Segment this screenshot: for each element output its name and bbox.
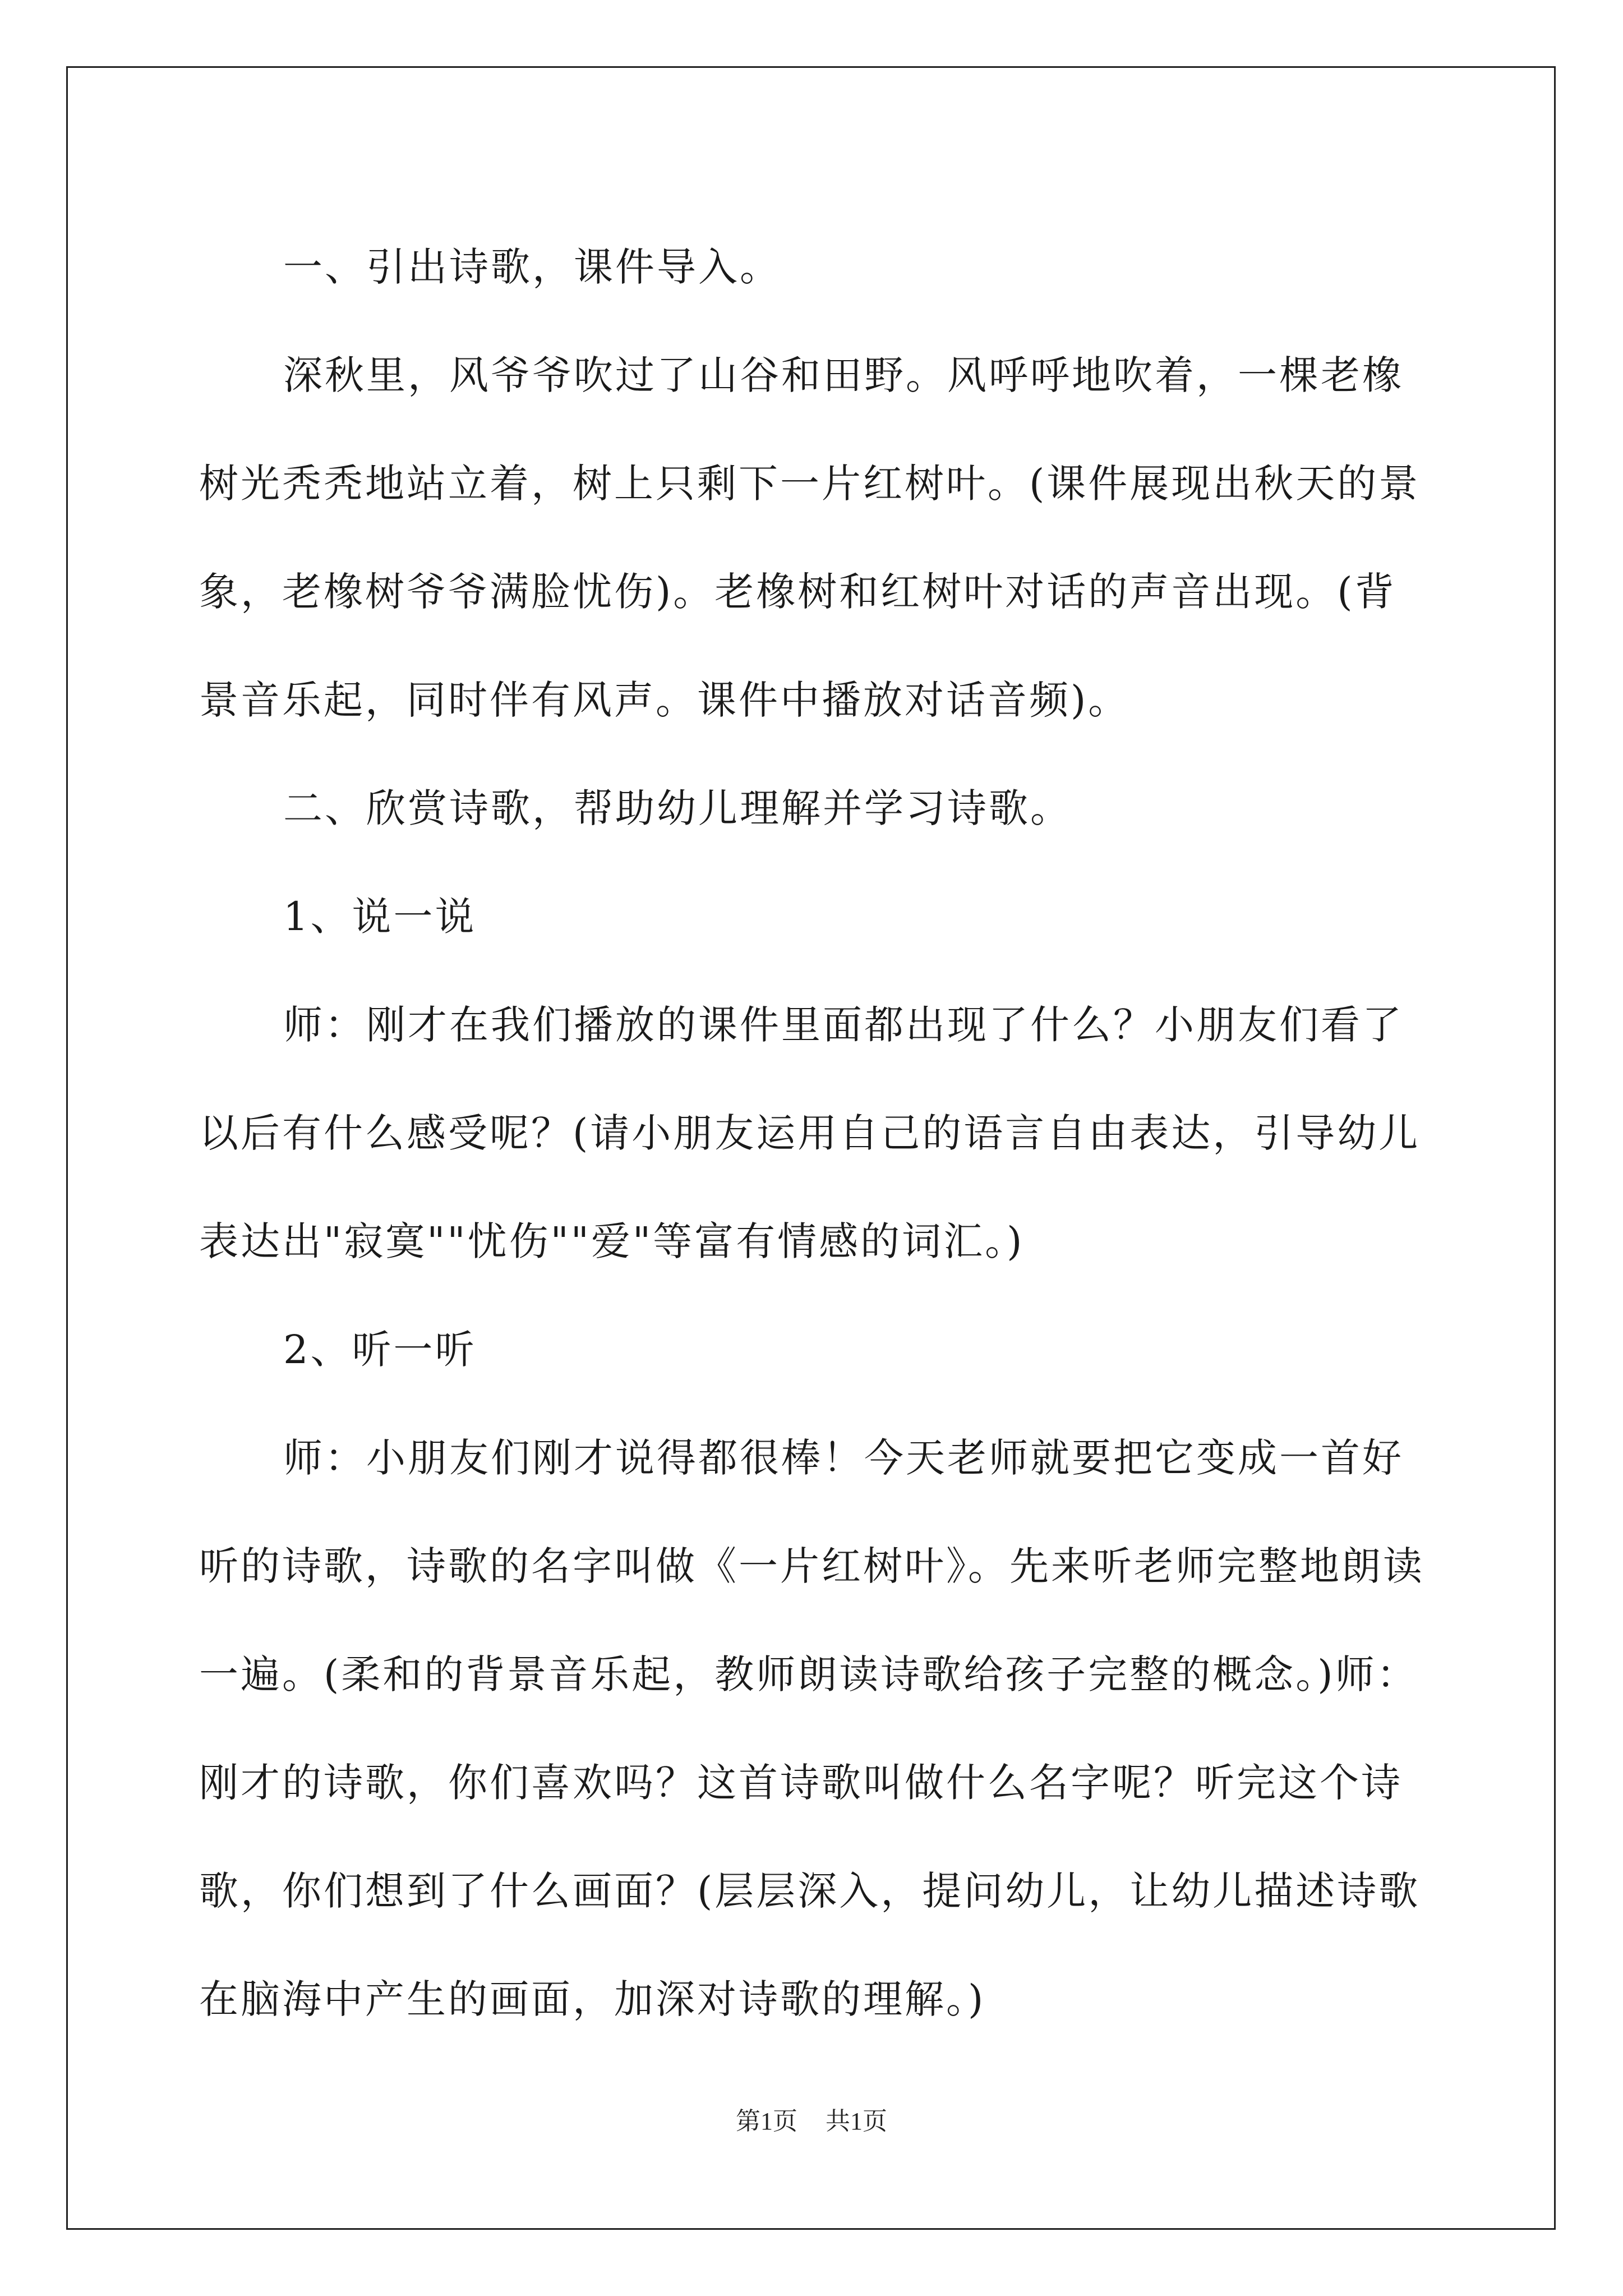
subheading-speak: 1、说一说 <box>283 894 477 940</box>
page-number: 第1页 <box>736 2108 797 2135</box>
paragraph-listen: 师：小朋友们刚才说得都很棒！今天老师就要把它变成一首好听的诗歌，诗歌的名字叫做《一片红树叶》。先来听老师完整地朗读一遍。(柔和的背景音乐起，教师朗读诗歌给孩子完整的概念。)师：刚才的诗歌，你们喜欢吗？这首诗歌叫做什么名字呢？听完这个诗歌，你们想到了什么画面？(层层深入，提问幼儿，让幼儿描述诗歌在脑海中产生的画面，加深对诗歌的理解。) <box>199 1435 1424 2022</box>
section-heading-1: 一、引出诗歌，课件导入。 <box>283 244 781 290</box>
section-heading-2: 二、欣赏诗歌，帮助幼儿理解并学习诗歌。 <box>283 785 1072 831</box>
subheading-listen: 2、听一听 <box>283 1327 477 1373</box>
page-footer <box>0 2101 1623 2137</box>
document-body <box>199 213 1433 2054</box>
paragraph-intro: 深秋里，风爷爷吹过了山谷和田野。风呼呼地吹着，一棵老橡树光秃秃地站立着，树上只剩下一片红树叶。(课件展现出秋天的景象，老橡树爷爷满脸忧伤)。老橡树和红树叶对话的声音出现。(背景音乐起，同时伴有风声。课件中播放对话音频)。 <box>199 352 1421 723</box>
page-total: 共1页 <box>826 2108 887 2135</box>
paragraph-speak: 师：刚才在我们播放的课件里面都出现了什么？小朋友们看了以后有什么感受呢？(请小朋友运用自己的语言自由表达，引导幼儿表达出"寂寞""忧伤""爱"等富有情感的词汇。) <box>199 1002 1421 1264</box>
